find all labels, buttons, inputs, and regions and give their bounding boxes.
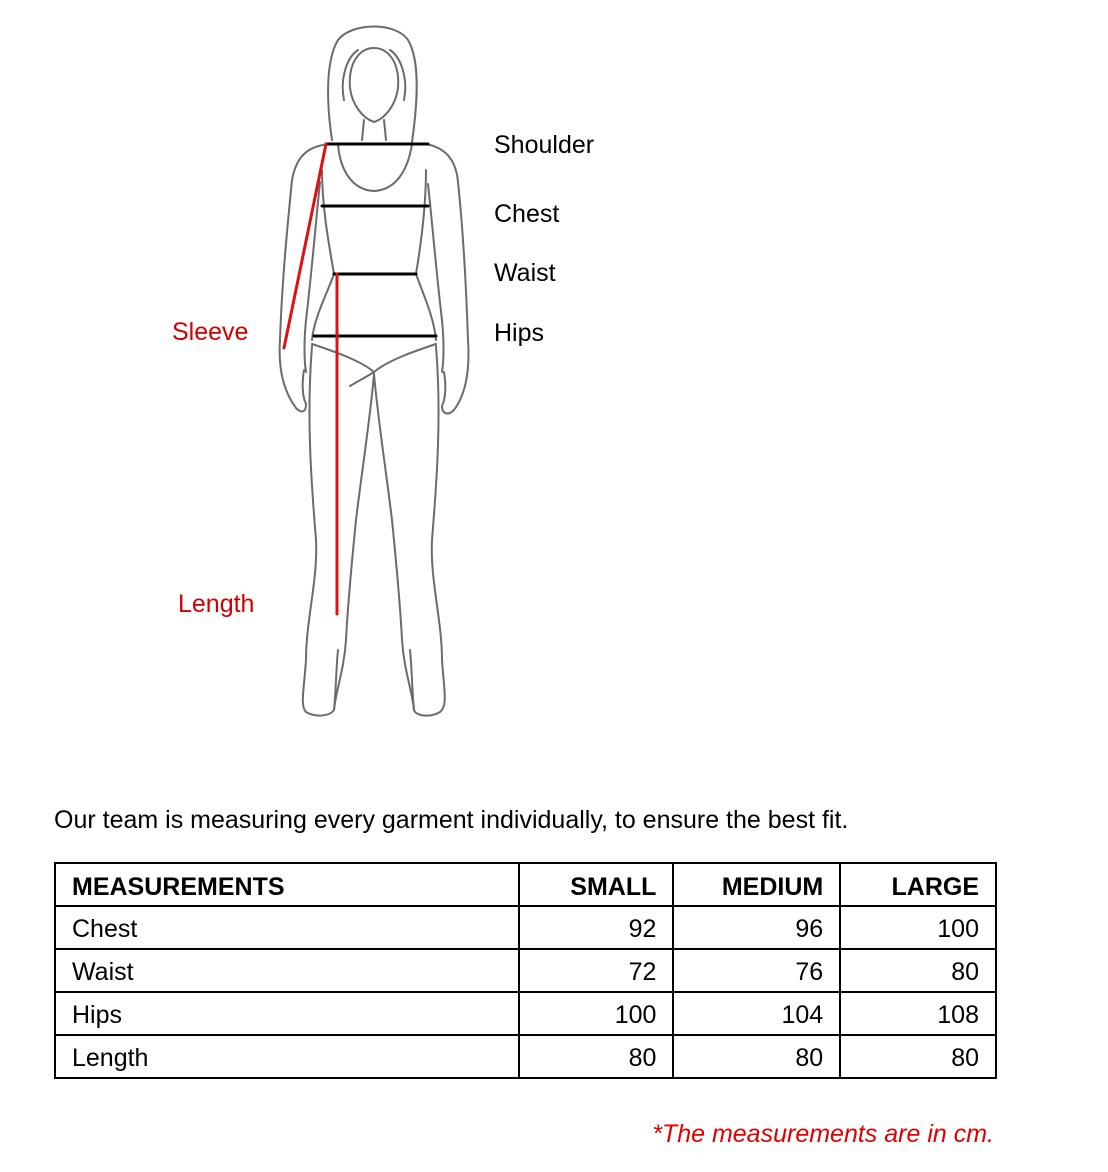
- large-value-cell: 100: [840, 906, 996, 949]
- header-small: SMALL: [519, 863, 674, 906]
- waist-label: Waist: [494, 259, 556, 287]
- medium-value-cell: 104: [673, 992, 840, 1035]
- small-value-cell: 100: [519, 992, 674, 1035]
- left-leg-inner: [334, 374, 374, 710]
- header-measurements: MEASUREMENTS: [55, 863, 519, 906]
- row-name-cell: Length: [55, 1035, 519, 1078]
- sleeve-measure-line: [284, 144, 326, 348]
- right-arm-outer: [426, 144, 468, 413]
- neckline-outline: [338, 144, 412, 191]
- row-name-cell: Chest: [55, 906, 519, 949]
- panty-outline: [312, 344, 436, 372]
- right-leg-outer: [410, 346, 445, 716]
- right-leg-inner: [374, 374, 414, 710]
- small-value-cell: 92: [519, 906, 674, 949]
- table-row: [55, 906, 996, 949]
- small-value-cell: 80: [519, 1035, 674, 1078]
- hair-outline: [328, 27, 417, 143]
- table-row: [55, 992, 996, 1035]
- units-note: *The measurements are in cm.: [652, 1120, 994, 1148]
- row-name-cell: Waist: [55, 949, 519, 992]
- table-row: [55, 949, 996, 992]
- medium-value-cell: 76: [673, 949, 840, 992]
- small-value-cell: 72: [519, 949, 674, 992]
- table-header-row: [55, 863, 996, 906]
- header-medium: MEDIUM: [673, 863, 840, 906]
- left-leg-outer: [303, 346, 338, 716]
- large-value-cell: 108: [840, 992, 996, 1035]
- torso-right: [416, 170, 436, 340]
- medium-value-cell: 96: [673, 906, 840, 949]
- large-value-cell: 80: [840, 949, 996, 992]
- table-row: [55, 1035, 996, 1078]
- header-large: LARGE: [840, 863, 996, 906]
- hips-label: Hips: [494, 319, 545, 347]
- length-label: Length: [178, 590, 255, 618]
- chest-label: Chest: [494, 200, 560, 228]
- row-name-cell: Hips: [55, 992, 519, 1035]
- intro-text: Our team is measuring every garment individually, to ensure the best fit.: [54, 806, 849, 834]
- panty-leg-left: [350, 372, 374, 386]
- shoulder-label: Shoulder: [494, 131, 595, 159]
- size-chart-table: [54, 862, 997, 1079]
- large-value-cell: 80: [840, 1035, 996, 1078]
- hair-inner-outline: [343, 50, 405, 100]
- medium-value-cell: 80: [673, 1035, 840, 1078]
- sleeve-label: Sleeve: [172, 318, 249, 346]
- face-outline: [350, 48, 398, 122]
